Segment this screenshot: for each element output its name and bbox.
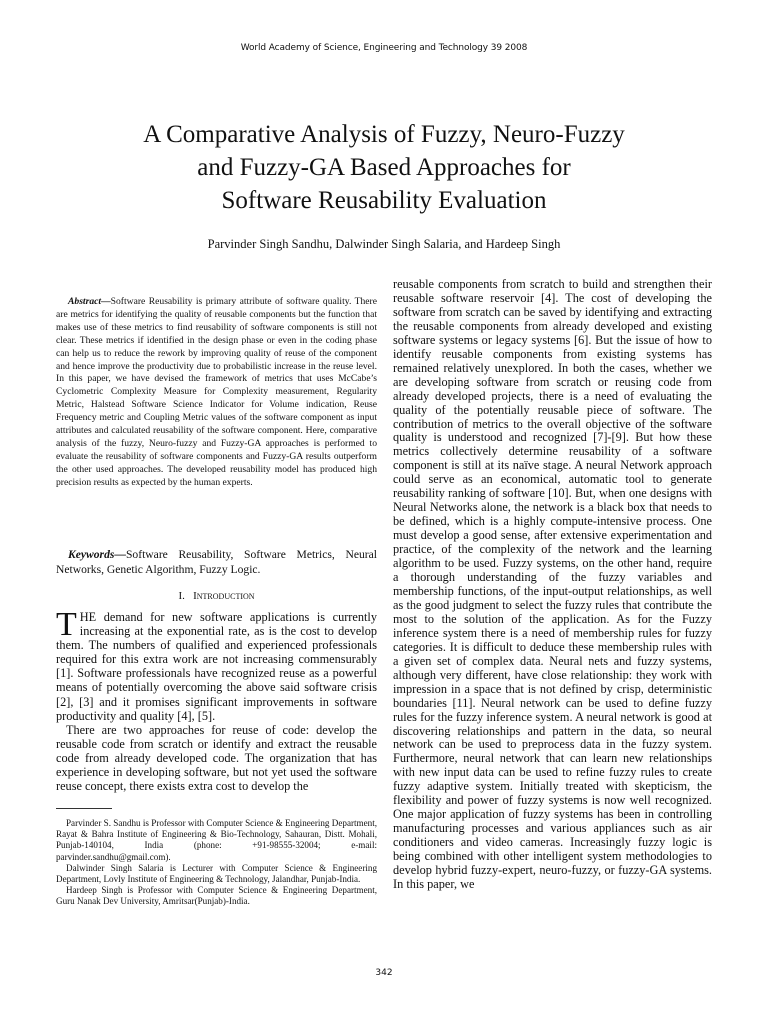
intro-paragraph-1-text: demand for new software applications is currently increasing at the exponential rate, as is the cost to develop them. The numbers of qualified and experienced professionals required for this extra work are not increasing commensurably [1]. Software professionals have recognized reuse as a powerful means of potentially overcoming the above said software crisis [2], [3] and it promises significant improvements in software productivity and quality [4], [5].: [56, 610, 377, 723]
abstract-dash: —: [101, 296, 111, 307]
section-number: I.: [178, 590, 185, 602]
footnote-3: Hardeep Singh is Professor with Computer Science & Engineering Department, Guru Nanak Dev University, Amritsar(Punjab)-India.: [56, 885, 377, 907]
page-number: 342: [375, 968, 393, 978]
keywords-text: Software Reusability, Software Metrics, Neural Networks, Genetic Algorithm, Fuzzy Logic.: [56, 548, 377, 576]
right-column: [393, 278, 712, 892]
title-line-1: A Comparative Analysis of Fuzzy, Neuro-Fuzzy: [143, 121, 625, 148]
footnote-2: Dalwinder Singh Salaria is Lecturer with Computer Science & Engineering Department, Lovly Institute of Engineering & Technology, Jalandhar, Punjab-India.: [56, 862, 377, 885]
introduction-body: [56, 606, 377, 794]
keywords-label: Keywords: [68, 548, 115, 561]
title-line-3: Software Reusability Evaluation: [221, 187, 547, 214]
title-line-2: and Fuzzy-GA Based Approaches for: [197, 154, 571, 181]
abstract-text: Software Reusability is primary attribute of software quality. There are metrics for identifying the quality of reusable components but the function that makes use of these metrics to find reusability of software components is still not clear. These metrics if identified in the design phase or even in the coding phase can help us to reduce the rework by improving quality of reuse of the component and hence improve the productivity due to probabilistic increase in the reuse level. In this paper, we have devised the framework of metrics that uses McCabe’s Cyclometric Complexity Measure for Complexity measurement, Regularity Metric, Halstead Software Science Indicator for Volume indication, Reuse Frequency metric and Coupling Metric values of the software component as input attributes and calculated reusability of the software component. Here, comparative analysis of the fuzzy, Neuro-fuzzy and Fuzzy-GA approaches is performed to evaluate the reusability of software components and Fuzzy-GA results outperform the other used approaches. The developed reusability model has produced high precision results as expected by the human experts.: [56, 296, 377, 488]
section-title: Introduction: [193, 590, 255, 602]
author-footnotes: [56, 818, 377, 908]
journal-header: World Academy of Science, Engineering and Technology 39 2008: [240, 43, 528, 53]
intro-lead-word: HE: [79, 610, 97, 624]
drop-cap: T: [56, 606, 77, 643]
abstract-label: Abstract: [68, 296, 102, 307]
author-list: Parvinder Singh Sandhu, Dalwinder Singh Salaria, and Hardeep Singh: [207, 237, 561, 251]
abstract: [56, 296, 377, 490]
section-heading-introduction: [56, 590, 377, 602]
keywords-dash: —: [114, 548, 126, 561]
right-column-text: reusable components from scratch to build and strengthen their reusable software reservoir [4]. The cost of developing the software from scratch can be saved by identifying and extracting the reusable components from already developed and existing software systems or legacy systems [6]. But the issue of how to identify reusable components from existing systems has remained relatively unexplored. In both the cases, whether we are developing software from scratch or reusing code from already developed projects, there is a need of evaluating the quality of the potentially reusable piece of software. The contribution of metrics to the overall objective of the software quality is understood and recognized [7]-[9]. But how these metrics collectively determine reusability of a software component is still at its naïve stage. A neural Network approach could serve as an economical, automatic tool to generate reusability ranking of software [10]. But, when one designs with Neural Networks alone, the network is a black box that needs to be defined, which is a highly compute-intensive process. One must develop a good sense, after extensive experimentation and practice, of the complexity of the network and the learning algorithm to be used. Fuzzy systems, on the other hand, require a thorough understanding of the fuzzy variables and membership functions, of the input-output relationships, as well as the good judgment to select the fuzzy rules that contribute the most to the solution of the application. As for the Fuzzy inference system there is a need of membership rules for fuzzy categories. It is difficult to deduce these membership rules with a given set of complex data. Neural nets and fuzzy systems, although very different, have close relationship: they work with impression in a space that is not defined by crisp, deterministic boundaries [11]. Neural network can be used to define fuzzy rules for the fuzzy inference system. A neural network is good at discovering relationships and pattern in the data, so neural network can be used to preprocess data in the fuzzy system. Furthermore, neural network that can learn new relationships with new input data can be used to refine fuzzy rules to create fuzzy adaptive system. Initially treated with skepticism, the flexibility and power of fuzzy systems is now well recognized. One major application of fuzzy systems has been in controlling manufacturing processes and various appliances such as air conditioners and video cameras. Increasingly fuzzy logic is being combined with other intelligent system methodologies to develop hybrid fuzzy-expert, neuro-fuzzy, or fuzzy-GA systems. In this paper, we: [393, 277, 712, 891]
keywords: [56, 547, 377, 577]
intro-paragraph-2: There are two approaches for reuse of code: develop the reusable code from scratch or identify and extract the reusable code from already developed code. The organization that has experience in developing software, but not yet used the software reuse concept, there exists extra cost to develop the: [56, 722, 377, 794]
footnote-1: Parvinder S. Sandhu is Professor with Computer Science & Engineering Department, Rayat & Bahra Institute of Engineering & Bio-Technology, Sahauran, Distt. Mohali, Punjab-140104, India (phone: +91-98555-32004; e-mail: parvinder.sandhu@gmail.com).: [56, 818, 377, 862]
footnote-divider: [56, 808, 112, 809]
intro-paragraph-1: [56, 606, 377, 723]
paper-title: [40, 118, 728, 217]
